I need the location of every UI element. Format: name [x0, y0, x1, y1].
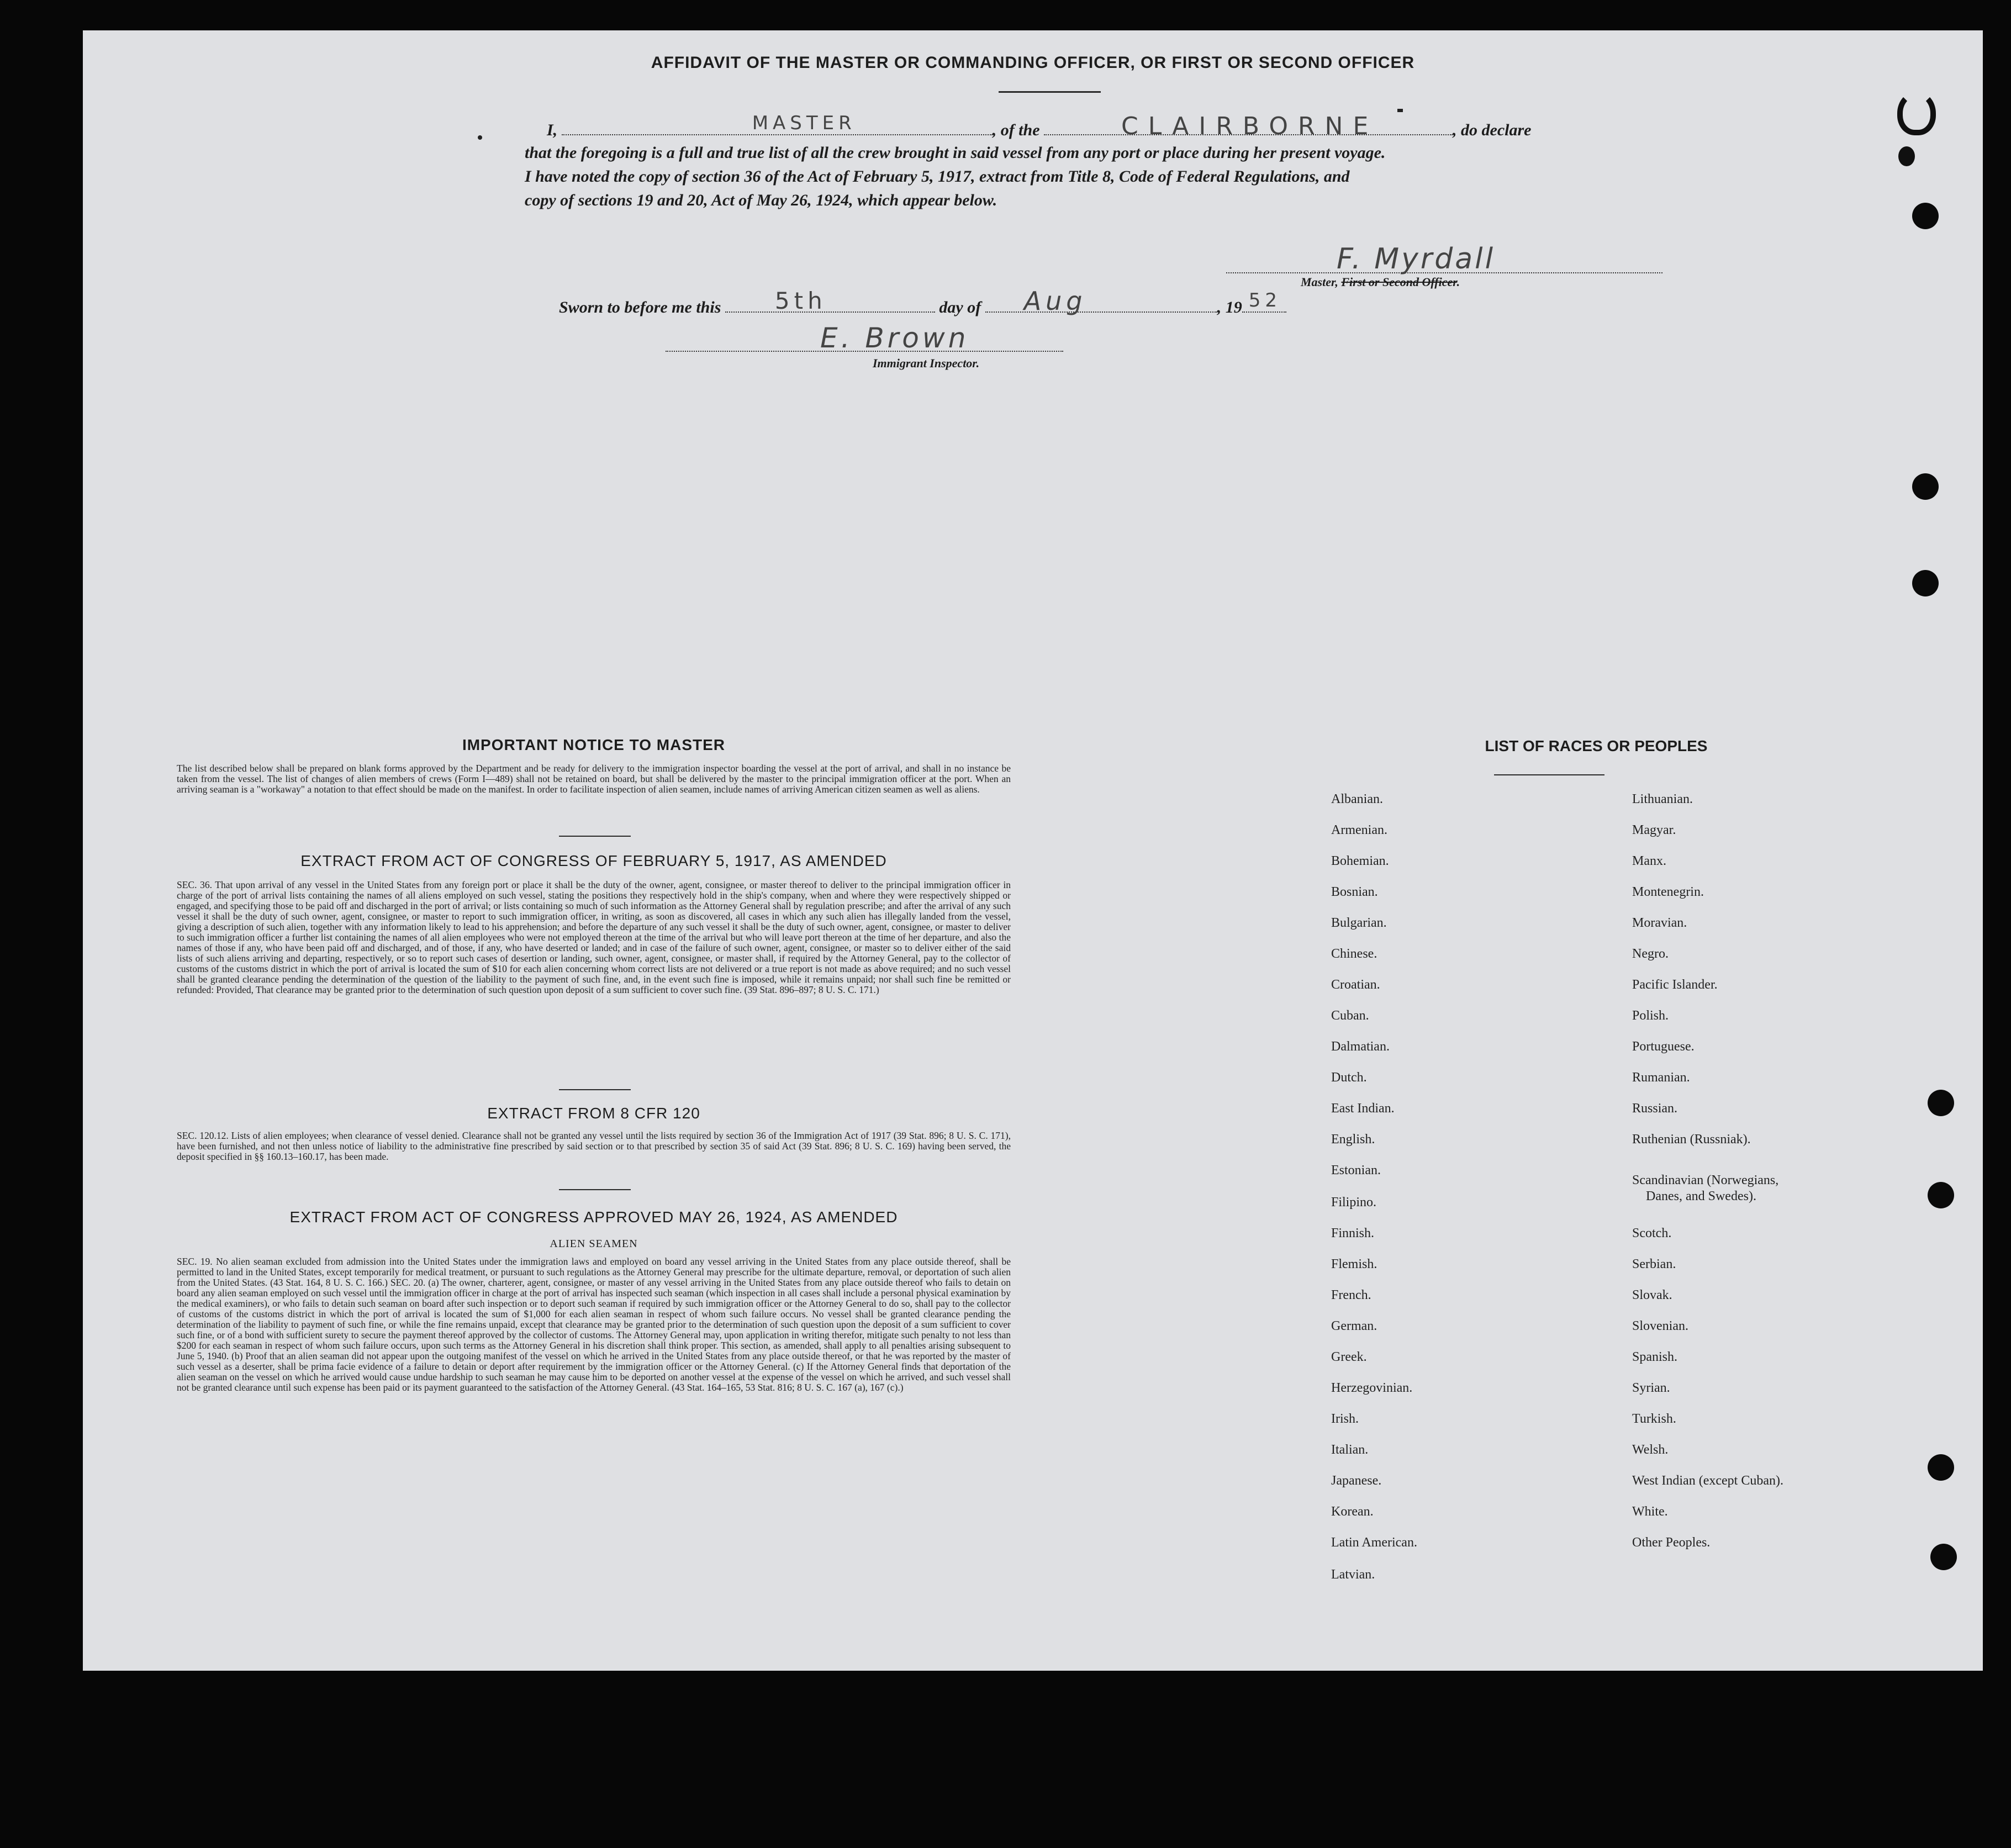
race-item: Irish.	[1331, 1412, 1359, 1426]
do-declare-label: , do declare	[1453, 121, 1532, 139]
punch-hole	[1928, 1182, 1954, 1208]
race-item: Danes, and Swedes).	[1646, 1189, 1756, 1203]
edge-mark	[1898, 146, 1915, 166]
month-handwritten: Aug	[1023, 286, 1087, 316]
extract-1917-title: EXTRACT FROM ACT OF CONGRESS OF FEBRUARY 5, 1917, AS AMENDED	[300, 852, 887, 869]
affidavit-line-1	[525, 112, 1574, 140]
race-item: Slovenian.	[1632, 1319, 1688, 1333]
race-item: Finnish.	[1331, 1226, 1375, 1240]
race-item: English.	[1331, 1132, 1375, 1147]
punch-hole	[1930, 1544, 1957, 1570]
name-field	[562, 112, 993, 135]
race-item: Pacific Islander.	[1632, 978, 1718, 992]
day-of-label: day of	[939, 298, 981, 316]
sworn-label: Sworn to before me this	[559, 298, 721, 316]
race-item: Albanian.	[1331, 792, 1383, 806]
extract-1924-subtitle: ALIEN SEAMEN	[550, 1238, 638, 1250]
notice-rule	[559, 836, 631, 837]
race-item: Herzegovinian.	[1331, 1381, 1413, 1395]
extract-cfr-title: EXTRACT FROM 8 CFR 120	[487, 1105, 700, 1122]
race-item: Turkish.	[1632, 1412, 1676, 1426]
race-item: Moravian.	[1632, 916, 1687, 930]
punch-hole	[1912, 203, 1939, 229]
race-item: Latvian.	[1331, 1567, 1375, 1582]
master-caption: Master, First or Second Officer.	[1301, 275, 1460, 289]
affidavit-line-3: I have noted the copy of section 36 of the Act of February 5, 1917, extract from Title 8, Code of Federal Regulations, and	[525, 167, 1350, 186]
race-item: Manx.	[1632, 854, 1666, 868]
race-item: Estonian.	[1331, 1163, 1381, 1178]
race-item: Chinese.	[1331, 947, 1377, 961]
punch-hole	[1928, 1090, 1954, 1116]
vessel-field	[1044, 112, 1453, 140]
race-item: Portuguese.	[1632, 1039, 1695, 1054]
struck-officer-text: First or Second Officer	[1341, 275, 1457, 289]
race-item: Korean.	[1331, 1504, 1374, 1519]
extract-cfr-text: SEC. 120.12. Lists of alien employees; when clearance of vessel denied. Clearance shall not be granted any vessel until the lists required by section 36 of the Immigration Act of 1917 (39 Stat. 896; 8 U. S. C. 171), have been furnished, and not then unless notice of liability to the administrative fine prescribed by said section or to that prescribed by section 35 of said Act (39 Stat. 896; 8 U. S. C. 169) having been served, the deposit specified in §§ 160.13–160.17, has been made.	[177, 1130, 1011, 1162]
race-item: Russian.	[1632, 1101, 1678, 1116]
race-item: Armenian.	[1331, 823, 1387, 837]
document-page	[83, 30, 1983, 1671]
race-item: Negro.	[1632, 947, 1669, 961]
edge-mark	[1897, 91, 1936, 135]
race-item: Scandinavian (Norwegians,	[1632, 1173, 1779, 1187]
i-label: I,	[547, 121, 558, 139]
race-item: French.	[1331, 1288, 1371, 1302]
race-item: Italian.	[1331, 1443, 1369, 1457]
title-rule	[999, 91, 1101, 93]
race-item: Japanese.	[1331, 1474, 1382, 1488]
inspector-signature-line	[666, 322, 1063, 354]
race-item: Bulgarian.	[1331, 916, 1387, 930]
extract-1924-title: EXTRACT FROM ACT OF CONGRESS APPROVED MAY 26, 1924, AS AMENDED	[289, 1208, 898, 1226]
master-signature-line	[1226, 242, 1662, 276]
race-item: Magyar.	[1632, 823, 1676, 837]
races-title: LIST OF RACES OR PEOPLES	[1485, 737, 1708, 754]
race-item: Montenegrin.	[1632, 885, 1704, 899]
race-item: Spanish.	[1632, 1350, 1678, 1364]
speck	[478, 135, 482, 140]
race-item: Ruthenian (Russniak).	[1632, 1132, 1751, 1147]
race-item: Dalmatian.	[1331, 1039, 1390, 1054]
vessel-handwritten: CLAIRBORNE	[1121, 112, 1379, 140]
race-item: Croatian.	[1331, 978, 1380, 992]
race-item: Flemish.	[1331, 1257, 1377, 1271]
affidavit-title: AFFIDAVIT OF THE MASTER OR COMMANDING OFFICER, OR FIRST OR SECOND OFFICER	[651, 54, 1415, 72]
race-item: Serbian.	[1632, 1257, 1676, 1271]
year-field	[1242, 289, 1286, 313]
affidavit-line-4: copy of sections 19 and 20, Act of May 26, 1924, which appear below.	[525, 191, 997, 209]
race-item: Syrian.	[1632, 1381, 1670, 1395]
race-item: Filipino.	[1331, 1195, 1377, 1210]
race-item: Rumanian.	[1632, 1070, 1690, 1085]
extract-1924-text: SEC. 19. No alien seaman excluded from admission into the United States under the immigration laws and employed on board any vessel arriving in the United States from any place outside thereof, shall be permitted to land in the United States, except temporarily for medical treatment, or pursuant to such regulations as the Attorney General may prescribe for the ultimate departure, removal, or deportation of such alien from the United States. (43 Stat. 164, 8 U. S. C. 166.) SEC. 20. (a) The owner, charterer, agent, consignee, or master of any vessel arriving in the United States from any place outside thereof who fails to detain on board any alien seaman employed on such vessel until the immigration officer in charge at the port of arrival has inspected such seaman (which inspection in all cases shall include a personal physical examination by the medical examiners), or who fails to detain such seaman on board after such inspection or to deport such seaman if required by such immigration officer or the Attorney General to do so, shall pay to the collector of customs of the customs district in which the port of arrival is located the sum of $1,000 for each alien seaman in respect of whom such failure occurs. No vessel shall be granted clearance pending the determination of the liability to payment of such fine, or while the fine remains unpaid, except that clearance may be granted prior to the determination of such question upon the deposit of a sum sufficient to cover such fine, or of a bond with sufficient surety to secure the payment thereof approved by the collector of customs. The Attorney General may, upon application in writing therefor, mitigate such penalty to not less than $200 for each seaman in respect of whom such failure occurs, upon such terms as the Attorney General in his discretion shall think proper. This section, as amended, shall apply to all penalties arising subsequent to June 5, 1940. (b) Proof that an alien seaman did not appear upon the outgoing manifest of the vessel on which he arrived in the United States from any place outside thereof, or that he was reported by the master of such vessel as a deserter, shall be prima facie evidence of a failure to detain or deport after requirement by the immigration officer or the Attorney General. (c) If the Attorney General finds that deportation of the alien seaman on the vessel on which he arrived would cause undue hardship to such seaman he may cause him to be deported on another vessel at the expense of the vessel on which he arrived, and such vessel shall not be granted clearance until such expense has been paid or its payment guaranteed to the satisfaction of the Attorney General. (43 Stat. 164–165, 53 Stat. 816; 8 U. S. C. 167 (a), 167 (c).)	[177, 1256, 1011, 1393]
inspector-caption: Immigrant Inspector.	[873, 356, 980, 370]
race-item: Scotch.	[1632, 1226, 1672, 1240]
race-item: East Indian.	[1331, 1101, 1395, 1116]
race-item: Latin American.	[1331, 1535, 1417, 1550]
name-handwritten: MASTER	[752, 112, 856, 134]
punch-hole	[1928, 1454, 1954, 1481]
race-item: Dutch.	[1331, 1070, 1367, 1085]
race-item: Other Peoples.	[1632, 1535, 1711, 1550]
day-handwritten: 5th	[774, 287, 827, 314]
affidavit-line-2: that the foregoing is a full and true list of all the crew brought in said vessel from any port or place during her present voyage.	[525, 144, 1386, 162]
race-item: White.	[1632, 1504, 1668, 1519]
master-signature: F. Myrdall	[1337, 242, 1496, 276]
race-item: Greek.	[1331, 1350, 1367, 1364]
of-the-label: , of the	[992, 121, 1040, 139]
race-item: Welsh.	[1632, 1443, 1669, 1457]
notice-title: IMPORTANT NOTICE TO MASTER	[462, 736, 726, 753]
day-field	[725, 287, 935, 314]
punch-hole	[1912, 570, 1939, 596]
notice-text: The list described below shall be prepared on blank forms approved by the Department and be ready for delivery to the immigration inspector boarding the vessel at the port of arrival, and shall in no instance be taken from the vessel. The list of changes of alien members of crews (Form I—489) shall not be retained on board, but shall be delivered by the master to the principal immigration officer at the port. When an arriving seaman is a "workaway" a notation to that effect should be made on the manifest. In order to facilitate inspection of alien seamen, include names of arriving American citizen seamen as well as aliens.	[177, 763, 1011, 795]
punch-hole	[1912, 473, 1939, 500]
race-item: Slovak.	[1632, 1288, 1672, 1302]
sworn-line	[559, 286, 1608, 317]
race-item: West Indian (except Cuban).	[1632, 1474, 1783, 1488]
inspector-signature: E. Brown	[820, 322, 969, 354]
year-handwritten: 52	[1248, 289, 1281, 311]
year-prefix: , 19	[1217, 298, 1242, 316]
extract-cfr-rule	[559, 1189, 631, 1190]
race-item: Bosnian.	[1331, 885, 1378, 899]
month-field	[985, 286, 1217, 316]
race-item: Cuban.	[1331, 1009, 1369, 1023]
speck	[1397, 109, 1403, 112]
race-item: Bohemian.	[1331, 854, 1389, 868]
race-item: German.	[1331, 1319, 1377, 1333]
extract-1917-rule	[559, 1089, 631, 1090]
extract-1917-text: SEC. 36. That upon arrival of any vessel in the United States from any foreign port or place it shall be the duty of the owner, agent, consignee, or master thereof to deliver to the principal immigration officer in charge of the port of arrival lists containing the names of all aliens employed on such vessel, stating the positions they respectively hold in the ship's company, when and where they were respectively shipped or engaged, and specifying those to be paid off and discharged in the port of arrival; or lists containing so much of such information as the Attorney General shall by regulation prescribe; and after the arrival of any such vessel it shall be the duty of such owner, agent, consignee, or master to report to such immigration officer, in writing, as soon as discovered, all cases in which any such alien has illegally landed from the vessel, giving a description of such alien, together with any information likely to lead to his apprehension; and before the departure of any such vessel it shall be the duty of such owner, agent, consignee, or master to deliver to such immigration officer a further list containing the names of all alien employees who were not employed thereon at the time of the arrival but who will leave port thereon at the time of her departure, and also the names of those if any, who have been paid off and discharged, and of those, if any, who have deserted or landed; and in case of the failure of such owner, agent, consignee, or master so to deliver either of the said lists of such aliens arriving and departing, respectively, or so to report such cases of desertion or landing, such owner, agent, consignee, or master shall, if required by the Attorney General, pay to the collector of customs of the customs district in which the port of arrival is located the sum of $10 for each alien concerning whom correct lists are not delivered or a true report is not made as above required; and no such vessel shall be granted clearance pending the determination of the question of the liability to the payment of such fine, and, in the event such fine is imposed, while it remains unpaid; nor shall such fine be remitted or refunded: Provided, That clearance may be granted prior to the determination of such question upon deposit of a sum sufficient to cover such fine. (39 Stat. 896–897; 8 U. S. C. 171.)	[177, 879, 1011, 995]
races-title-rule	[1494, 774, 1604, 775]
race-item: Lithuanian.	[1632, 792, 1693, 806]
race-item: Polish.	[1632, 1009, 1669, 1023]
